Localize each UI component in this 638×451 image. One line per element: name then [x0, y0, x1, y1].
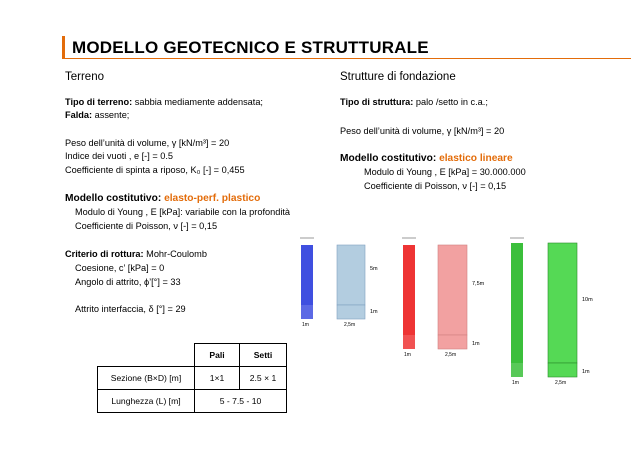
friction-angle: Angolo di attrito, ϕ’[°] = 33 [75, 277, 181, 287]
failure-value: Mohr-Coulomb [146, 249, 207, 259]
width-label-2: 2,5m [344, 322, 356, 328]
table-cell: 5 - 7.5 - 10 [195, 390, 287, 413]
unit-weight-structure: Peso dell’unità di volume, γ [kN/m³] = 20 [340, 126, 505, 136]
soil-type-value: sabbia mediamente addensata; [134, 97, 263, 107]
table-cell: 2.5 × 1 [240, 367, 287, 390]
pile-diagram-10m [510, 238, 593, 386]
length-label: 5m [370, 266, 378, 272]
page-title: MODELLO GEOTECNICO E STRUTTURALE [72, 38, 429, 57]
soil-type-label: Tipo di terreno: [65, 97, 133, 107]
base-label: 1m [370, 309, 378, 315]
k0-coefficient: Coefficiente di spinta a riposo, K₀ [-] = 0,455 [65, 165, 245, 175]
water-value: assente; [94, 110, 130, 120]
width-label-2: 2,5m [555, 380, 567, 386]
base-label: 1m [582, 369, 590, 375]
structure-model-line [340, 153, 513, 164]
pile-10m [511, 243, 523, 363]
terrain-heading: Terreno [65, 71, 104, 83]
table-corner-cell [98, 344, 195, 367]
base-label: 1m [472, 341, 480, 347]
pile-diagram-7-5m [402, 238, 485, 358]
unit-weight-soil: Peso dell’unità di volume, γ [kN/m³] = 20 [65, 138, 230, 148]
soil-type-line [65, 97, 263, 108]
foundation-diagrams [280, 225, 620, 395]
structure-young: Modulo di Young , E [kPa] = 30.000.000 [364, 167, 526, 177]
water-label: Falda: [65, 110, 93, 120]
width-label-1: 1m [512, 380, 519, 386]
interface-friction: Attrito interfaccia, δ [°] = 29 [75, 304, 186, 314]
pile-7-5m-base [403, 335, 415, 349]
cohesion: Coesione, c’ [kPa] = 0 [75, 263, 165, 273]
length-label: 7,5m [472, 281, 485, 287]
wall-7-5m-base [438, 335, 467, 349]
failure-line [65, 249, 207, 260]
structure-type-label: Tipo di struttura: [340, 97, 414, 107]
dimensions-table [97, 343, 287, 413]
pile-7-5m [403, 245, 415, 335]
width-label-1: 1m [302, 322, 309, 328]
wall-5m [337, 245, 365, 305]
width-label-1: 1m [404, 352, 411, 358]
table-cell: Sezione (B×D) [m] [98, 367, 195, 390]
soil-model-line [65, 193, 260, 204]
structure-model-value: elastico lineare [439, 153, 513, 164]
pile-diagram-5m [300, 238, 378, 328]
wall-5m-base [337, 305, 365, 319]
table-header-row [98, 344, 287, 367]
structure-type-value: palo /setto in c.a.; [415, 97, 488, 107]
structure-type-line [340, 97, 488, 108]
wall-7-5m [438, 245, 467, 335]
table-cell: 1×1 [195, 367, 240, 390]
table-header-pali: Pali [195, 344, 240, 367]
structure-model-label: Modello costitutivo: [340, 153, 437, 164]
wall-10m [548, 243, 577, 363]
pile-10m-base [511, 363, 523, 377]
foundation-heading: Strutture di fondazione [340, 71, 456, 83]
pile-5m-base [301, 305, 313, 319]
failure-label: Criterio di rottura: [65, 249, 144, 259]
length-label: 10m [582, 297, 593, 303]
soil-poisson: Coefficiente di Poisson, ν [-] = 0,15 [75, 221, 218, 231]
void-index: Indice dei vuoti , e [-] = 0.5 [65, 151, 174, 161]
wall-10m-base [548, 363, 577, 377]
table-cell: Lunghezza (L) [m] [98, 390, 195, 413]
soil-young: Modulo di Young , E [kPa]: variabile con la profondità [75, 207, 291, 217]
table-header-setti: Setti [240, 344, 287, 367]
pile-5m [301, 245, 313, 305]
structure-poisson: Coefficiente di Poisson, ν [-] = 0,15 [364, 181, 507, 191]
table-row [98, 367, 287, 390]
soil-model-value: elasto-perf. plastico [164, 193, 261, 204]
soil-model-label: Modello costitutivo: [65, 193, 162, 204]
water-line [65, 110, 129, 121]
table-row [98, 390, 287, 413]
width-label-2: 2,5m [445, 352, 457, 358]
